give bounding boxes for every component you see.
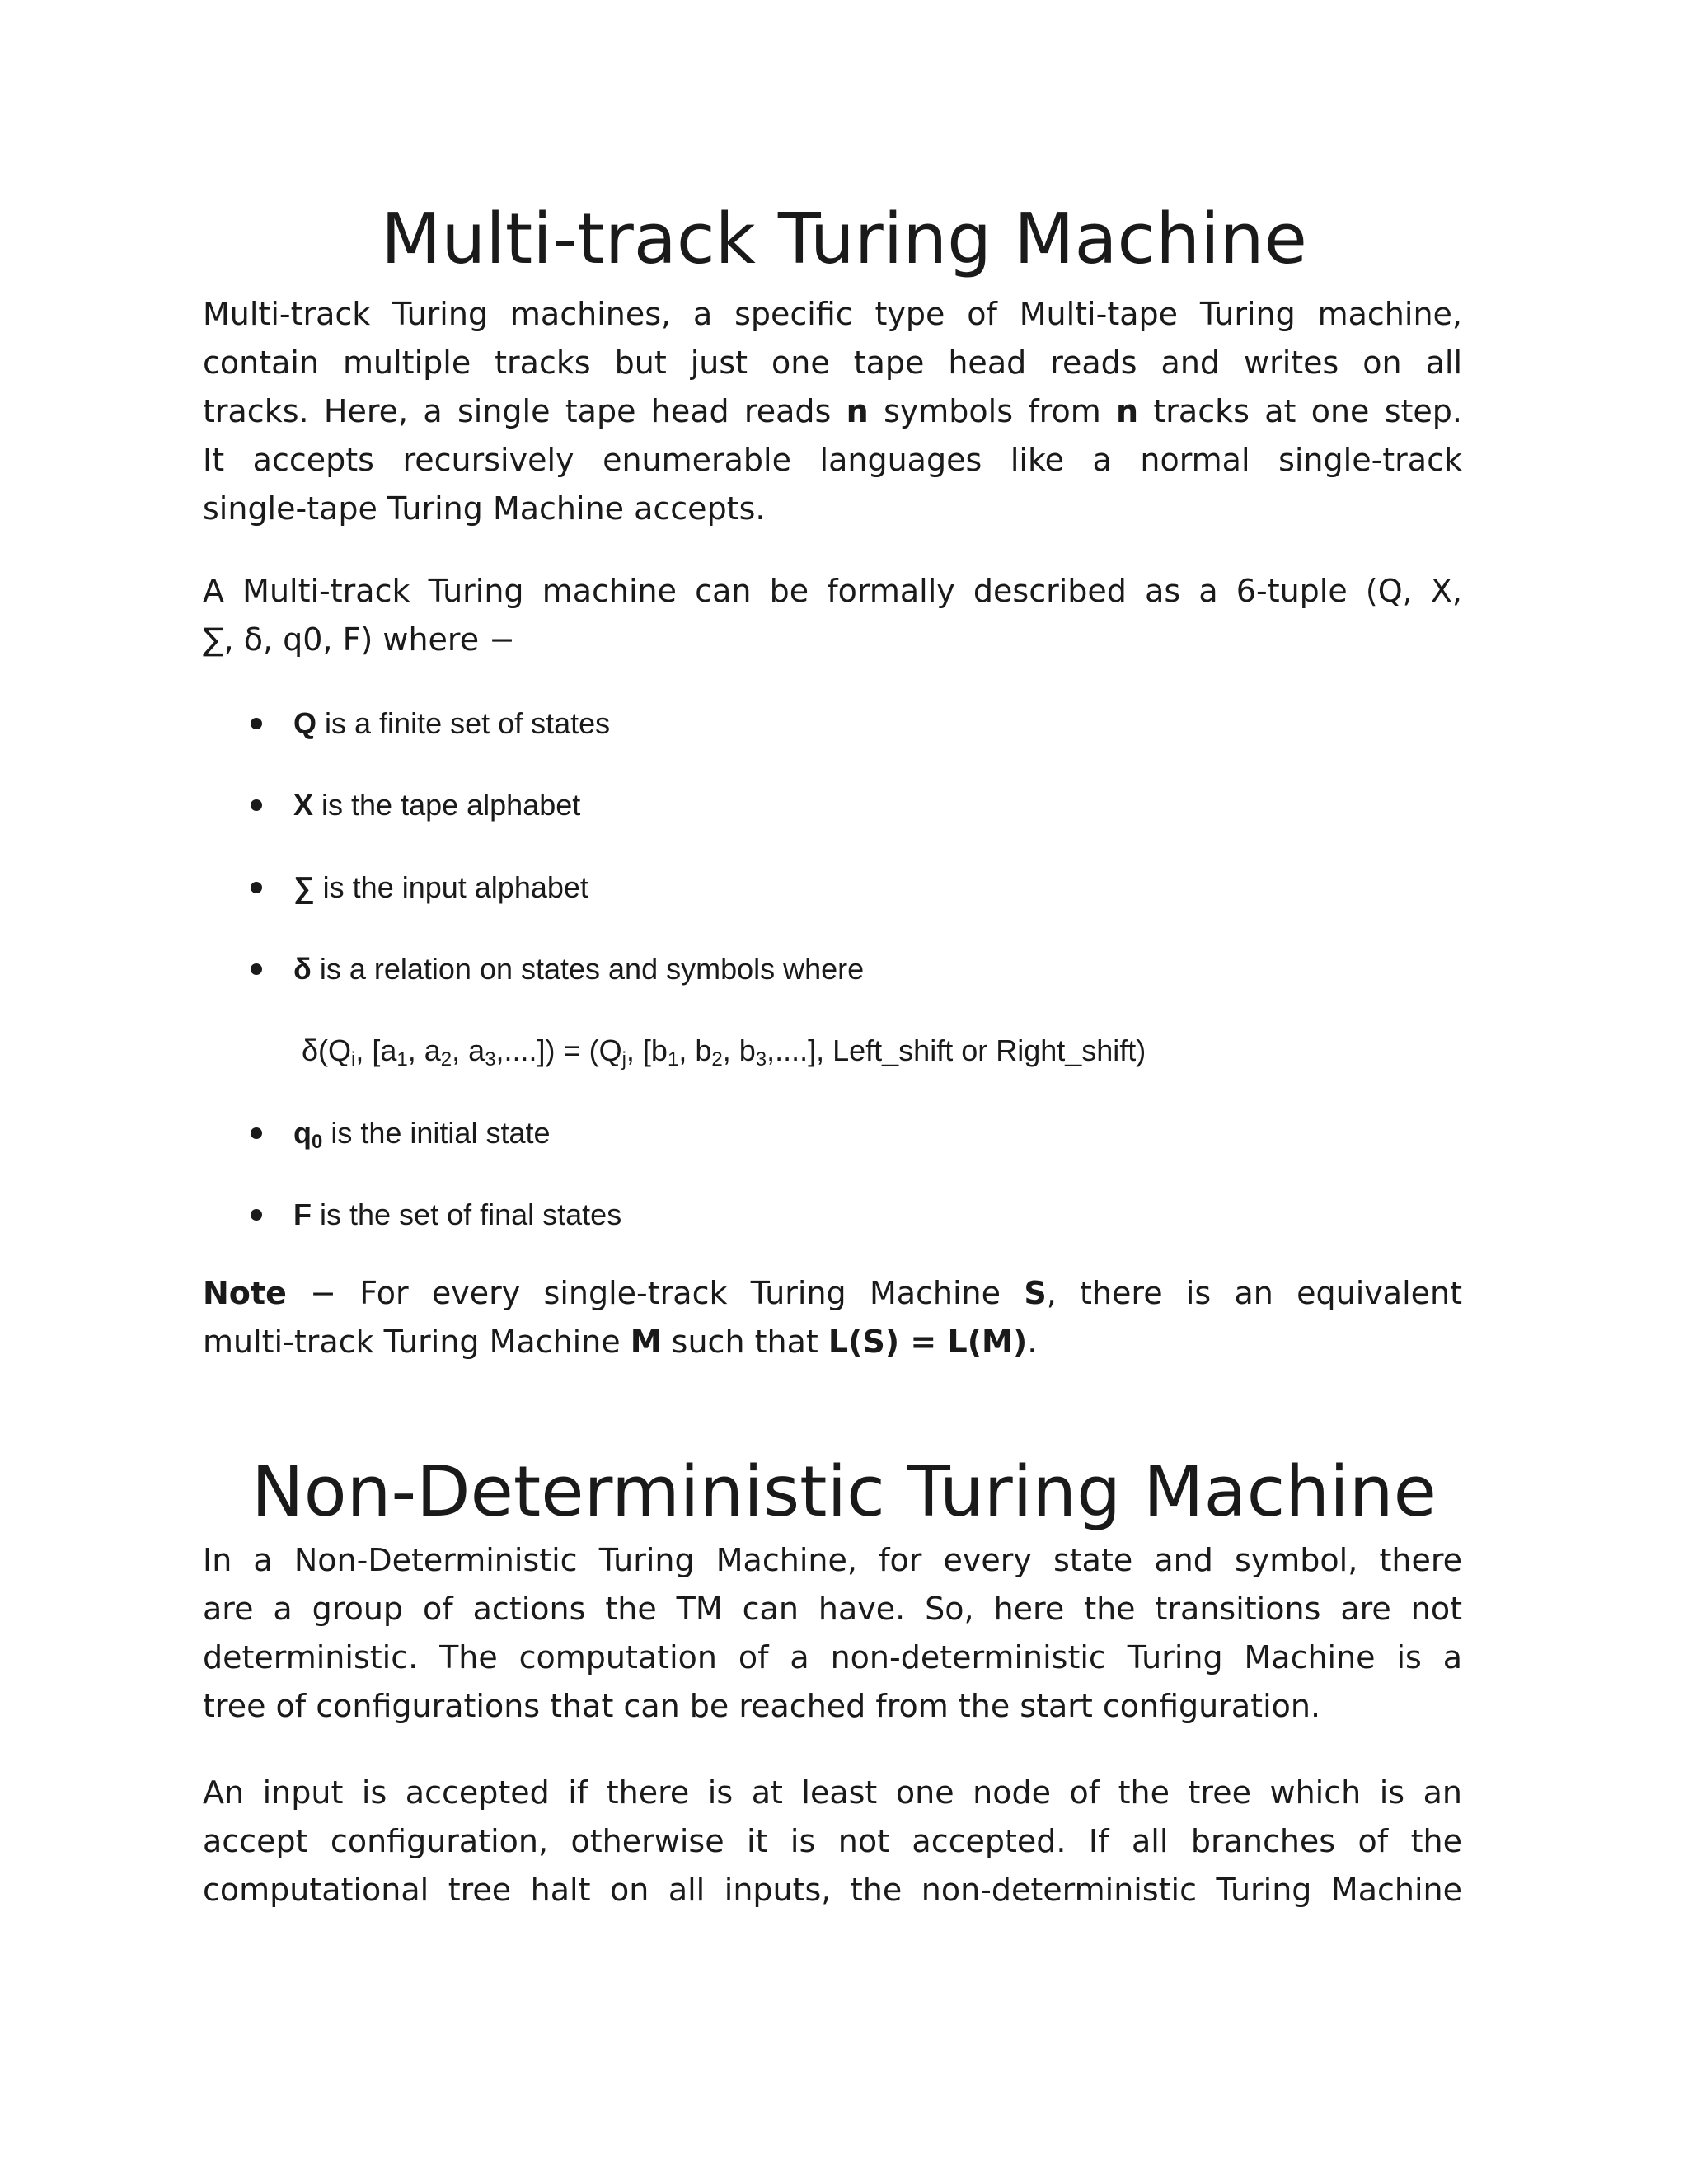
ntm-line: are a group of actions the TM can have. So, here the transitions are not <box>203 1591 1462 1627</box>
section-title-non-deterministic: Non-Deterministic Turing Machine <box>251 1451 1437 1533</box>
note-paragraph <box>203 1269 1462 1366</box>
ntm-line: An input is accepted if there is at least one node of the tree which is an <box>203 1774 1462 1811</box>
section-title-multi-track: Multi-track Turing Machine <box>381 199 1307 280</box>
note-line: multi-track Turing Machine M such that L(S) = L(M). <box>203 1324 1038 1360</box>
bullet-icon <box>251 799 262 811</box>
note-label: Note <box>203 1275 287 1311</box>
intro-line: Multi-track Turing machines, a specific type of Multi-tape Turing machine, <box>203 296 1462 332</box>
ntm-paragraph-2 <box>203 1769 1462 1915</box>
definition-item-f: F is the set of final states <box>293 1197 622 1231</box>
definition-item-delta: δ is a relation on states and symbols where <box>293 952 865 986</box>
ntm-paragraph-1 <box>203 1536 1462 1731</box>
intro-line: contain multiple tracks but just one tape head reads and writes on all <box>203 344 1462 381</box>
definition-item-q: Q is a finite set of states <box>293 706 611 740</box>
n-symbol: n <box>1116 393 1139 429</box>
ntm-line: In a Non-Deterministic Turing Machine, for every state and symbol, there <box>203 1542 1462 1578</box>
bullet-icon <box>251 718 262 729</box>
definition-item-x: X is the tape alphabet <box>293 788 581 822</box>
bullet-icon <box>251 882 262 893</box>
bullet-icon <box>251 1127 262 1139</box>
intro-line: single-tape Turing Machine accepts. <box>203 490 766 527</box>
transition-formula: $\delta(Q_i$, [$a_1$, $a_2$, $a_3,....]) = (Q_j$, [$b_1$, $b_2$, $b_3$,....], Left_shift or Right_shift) <box>302 1033 1146 1071</box>
intro-paragraph <box>203 290 1462 533</box>
definition-item-q0: $q_0$ is the initial state <box>293 1116 551 1153</box>
bullet-icon <box>251 1209 262 1221</box>
ntm-line: accept configuration, otherwise it is not accepted. If all branches of the <box>203 1823 1462 1859</box>
intro-line: tracks. Here, a single tape head reads n symbols from n tracks at one step. <box>203 393 1462 429</box>
n-symbol: n <box>846 393 869 429</box>
ntm-line: computational tree halt on all inputs, the non-deterministic Turing Machine <box>203 1872 1462 1908</box>
tuple-line: A Multi-track Turing machine can be formally described as a 6-tuple (Q, X, <box>203 573 1462 609</box>
bullet-icon <box>251 963 262 975</box>
tuple-paragraph <box>203 567 1462 664</box>
ntm-line: tree of configurations that can be reached from the start configuration. <box>203 1688 1321 1724</box>
ntm-line: deterministic. The computation of a non-deterministic Turing Machine is a <box>203 1639 1462 1675</box>
note-line: Note − For every single-track Turing Machine S, there is an equivalent <box>203 1275 1462 1311</box>
tuple-line: ∑, δ, q0, F) where − <box>203 621 516 658</box>
definition-item-sigma: ∑ is the input alphabet <box>293 870 588 904</box>
intro-line: It accepts recursively enumerable languages like a normal single-track <box>203 442 1462 478</box>
